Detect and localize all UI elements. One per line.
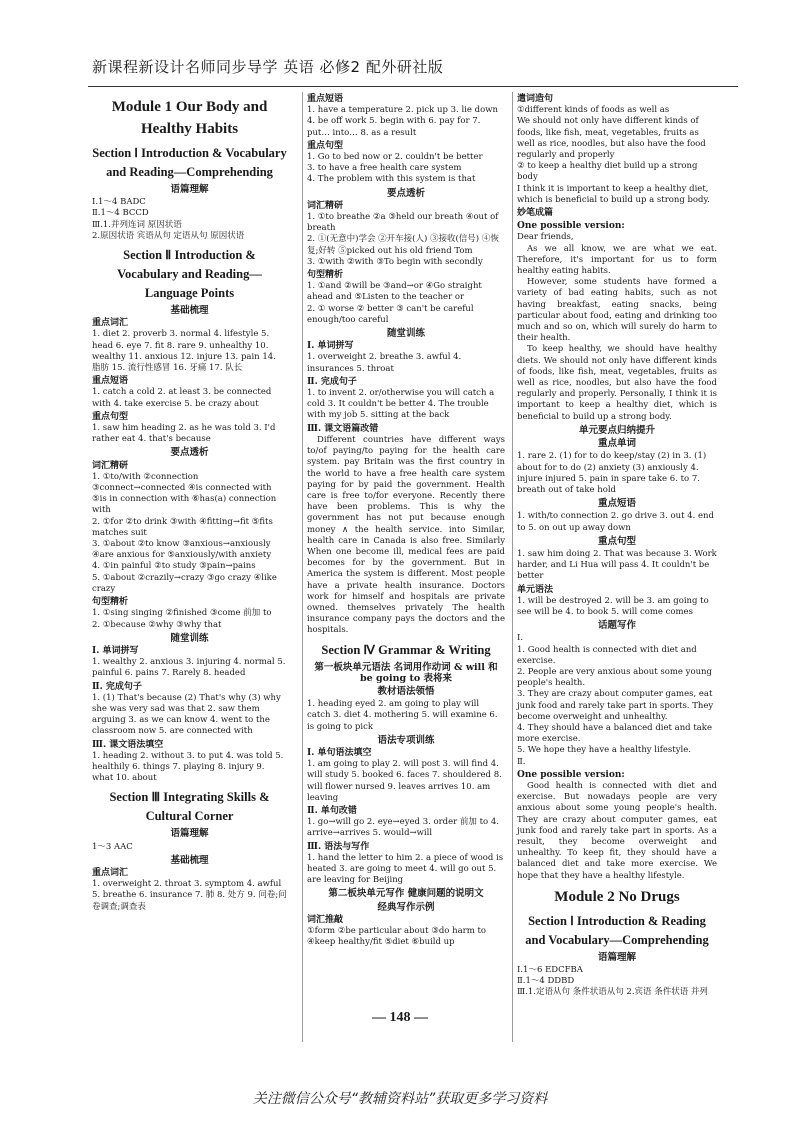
answer-line: 1. overweight 2. throat 3. symptom 4. awful 5. breathe 6. insurance 7. 肺 8. 处方 9. 问卷;问卷调查;调查表 xyxy=(92,879,287,912)
answer-line: 1. hand the letter to him 2. a piece of wood is heated 3. are going to meet 4. will go out 5. are leaving for Beijing xyxy=(307,852,504,886)
sub-heading: 重点短语 xyxy=(307,94,344,104)
center-heading: 单元要点归纳提升 xyxy=(578,424,655,436)
answer-line: 1. with/to connection 2. go drive 3. out 4. end to 5. on out up away down xyxy=(517,511,714,533)
answer-line: 1. heading eyed 2. am going to play will catch 3. diet 4. mothering 5. will examine 6. is going to pick xyxy=(307,699,498,732)
sub-heading: 重点句型 xyxy=(307,140,344,151)
center-heading: 重点句型 xyxy=(597,535,636,547)
answer-line: 1. go→will go 2. eye→eyed 3. order 前加 to 4. arrive→arrives 5. would→will xyxy=(307,817,499,839)
column-middle xyxy=(302,92,505,1042)
answer-line: Ⅲ.1.定语从句 条件状语从句 2.宾语 条件状语 并列 xyxy=(517,987,708,998)
answer-line: 1. ①sing singing ②finished ③come 前加 to xyxy=(92,608,272,619)
answer-line: 3. They are crazy about computer games, eat junk food and rarely take part in sports. They become overweight and unhealthy. xyxy=(517,689,714,722)
answer-line: 1. diet 2. proverb 3. normal 4. lifestyle 5. head 6. eye 7. fit 8. rare 9. unhealthy 10. wealthy 11. anxious 12. injure 13. pain 14. 脂肪 15. 流行性感冒 16. 牙痛 17. 队长 xyxy=(92,329,276,374)
sub-heading: 词汇推敲 xyxy=(307,914,344,925)
header-rule xyxy=(88,86,738,87)
answer-line: 2. ① worse ② better ③ can't be careful enough/too careful xyxy=(307,303,474,325)
answer-line: Ⅲ.1.并列连词 原因状语 xyxy=(92,219,182,230)
page-number: — 148 — xyxy=(372,1010,428,1025)
center-heading: 第二板块单元写作 健康问题的说明文 xyxy=(328,888,484,900)
center-heading: 话题写作 xyxy=(597,620,636,632)
center-heading: 语法专项训练 xyxy=(377,734,435,746)
center-heading: 语篇理解 xyxy=(170,828,209,840)
page-header: 新课程新设计名师同步导学 英语 必修2 配外研社版 xyxy=(92,58,444,76)
answer-line: 4. ①in painful ②to study ③pain→pains xyxy=(92,561,256,572)
answer-line: 2. ①because ②why ③why that xyxy=(92,619,222,630)
sub-heading: 句型精析 xyxy=(307,270,344,281)
answer-line: 1. ①and ②will be ③and→or ④Go straight ahead and ⑤Listen to the teacher or xyxy=(307,281,482,303)
sub-heading: Ⅱ. 完成句子 xyxy=(307,376,357,387)
answer-line: ② to keep a healthy diet build up a strong body xyxy=(517,161,698,183)
sub-heading: Ⅰ. 单词拼写 xyxy=(92,645,139,656)
answer-line: 1. ①to breathe ②a ③held our breath ④out of breath xyxy=(307,212,499,234)
center-heading: 基础梳理 xyxy=(170,854,209,866)
answer-line: Ⅰ.1～6 EDCFBA xyxy=(517,965,583,976)
answer-line: 1. catch a cold 2. at least 3. be connected with 4. take exercise 5. be crazy about xyxy=(92,387,272,409)
column-left xyxy=(92,92,287,1042)
center-heading: 随堂训练 xyxy=(170,632,209,644)
answer-line: 3. ①about ②to know ③anxious→anxiously ④are anxious for ⑤anxiously/with anxiety xyxy=(92,539,272,561)
answer-line: 1. am going to play 2. will post 3. will find 4. will study 5. booked 6. faces 7. shouldered 8. will flower nursed 9. leaves arrives 10. am leaving xyxy=(307,759,502,803)
section-title: Section Ⅰ Introduction & Vocabulary and Reading—Comprehending xyxy=(92,146,287,179)
answer-line: 1. will be destroyed 2. will be 3. am going to see will be 4. to book 5. will come comes xyxy=(517,595,709,617)
answer-line: 2. People are very anxious about some young people's health. xyxy=(517,666,712,689)
answer-line: 3. to have a free health care system xyxy=(307,163,462,174)
answer-line: 1～3 AAC xyxy=(92,841,133,852)
answer-line: Dear friends, xyxy=(517,232,574,243)
answer-line: 1. saw him doing 2. That was because 3. Work harder, and Li Hua will pass 4. It couldn't be better xyxy=(517,548,717,582)
center-heading: 要点透析 xyxy=(170,447,209,459)
center-heading: 语篇理解 xyxy=(170,184,209,195)
sub-heading: 词汇精研 xyxy=(307,200,344,211)
center-heading: 语篇理解 xyxy=(597,951,636,963)
footer-note: 关注微信公众号“教辅资料站”获取更多学习资料 xyxy=(252,1091,548,1107)
answer-line: Ⅱ.1～4 BCCD xyxy=(92,208,149,219)
center-heading: 经典写作示例 xyxy=(377,901,435,913)
center-heading: 重点单词 xyxy=(597,438,636,450)
sub-heading: 词汇精研 xyxy=(92,460,129,471)
answer-line: ①different kinds of foods as well as xyxy=(517,105,670,116)
answer-line: 5. We hope they have a healthy lifestyle. xyxy=(517,745,691,756)
center-heading: 要点透析 xyxy=(386,187,425,199)
answer-line: I think it is important to keep a healthy diet, which is beneficial to build up a strong body. xyxy=(517,183,710,205)
answer-line: ①form ②be particular about ③do harm to ④keep healthy/fit ⑤diet ⑥build up xyxy=(307,926,486,948)
answer-line: Ⅱ.1～4 DDBD xyxy=(517,976,575,987)
sub-heading: 妙笔成篇 xyxy=(517,208,554,219)
answer-line: 4. The problem with this system is that xyxy=(307,174,476,185)
sub-heading: Ⅲ. 课文语法填空 xyxy=(92,739,164,750)
answer-line: 1. rare 2. (1) for to do keep/stay (2) in 3. (1) about for to do (2) anxiety (3) anxiously 4. injure injured 5. pain in spare take 6. to 7. breath out of take hold xyxy=(517,451,707,495)
sub-heading: Ⅱ. 完成句子 xyxy=(92,681,142,692)
answer-line: 1. to invent 2. or/otherwise you will catch a cold 3. It couldn't be better 4. The trouble with my job 5. sitting at the back xyxy=(307,388,495,421)
center-heading: 基础梳理 xyxy=(170,305,209,317)
sub-heading: One possible version: xyxy=(517,769,625,780)
sub-heading: 重点词汇 xyxy=(92,867,129,878)
module-title: Module 1 Our Body and Healthy Habits xyxy=(111,99,268,137)
passage-paragraph: Different countries have different ways to/of paying/to paying for the health care system. pay Britain was the first country in the world to have a free health care system paying for by paid the government. Health care is free to/for everyone. Recently there have been problems. This is why the government has not put because enough money ∧ the health service. into Similar, health care in Canada is also free. Similarly When one become ill, medical fees are paid becomes for by the government. But in America the system is different. Most people have a private health insurance. Doctors work for himself and hospitals are private owned. themselves privately The health insurance company pays the doctors and the hospitals. xyxy=(307,434,505,636)
answer-line: 1. overweight 2. breathe 3. awful 4. insurances 5. throat xyxy=(307,352,462,374)
sub-heading: Ⅰ. 单句语法填空 xyxy=(307,747,372,758)
sub-heading: 句型精析 xyxy=(92,597,129,608)
sub-heading: 单元语法 xyxy=(517,584,554,595)
answer-line: Ⅰ.1～4 BADC xyxy=(92,197,146,208)
answer-line: 3. ①with ②with ③To begin with secondly xyxy=(307,256,483,267)
answer-line: 1. have a temperature 2. pick up 3. lie down 4. be off work 5. begin with 6. pay for 7. put… into… 8. as a result xyxy=(307,105,498,138)
section-title: Section Ⅰ Introduction & Reading and Vocabulary—Comprehending xyxy=(525,913,709,947)
sub-heading: 重点句型 xyxy=(92,411,129,422)
sub-heading: Ⅰ. 单词拼写 xyxy=(307,341,354,352)
answer-line: 5. ①about ②crazily→crazy ③go crazy ④like crazy xyxy=(92,572,277,594)
center-heading: 第一板块单元语法 名词用作动词 & will 和 be going to 表将来 xyxy=(314,661,498,684)
answer-line: Ⅱ. xyxy=(517,756,526,767)
passage-paragraph: As we all know, we are what we eat. Therefore, it's important for us to form healthy eating habits. xyxy=(517,243,717,277)
section-title: Section Ⅳ Grammar & Writing xyxy=(321,642,491,657)
answer-line: Ⅰ. xyxy=(517,633,524,644)
answer-line: 1. Go to bed now or 2. couldn't be better xyxy=(307,152,483,163)
answer-line: We should not only have different kinds of foods, like fish, meat, vegetables, fruits as well as rice, noodles, but also have the food regularly and properly xyxy=(517,116,706,161)
section-title: Section Ⅱ Introduction & Vocabulary and Reading—Language Points xyxy=(117,248,262,301)
answer-line: 2.原因状语 宾语从句 定语从句 原因状语 xyxy=(92,230,245,241)
module-title: Module 2 No Drugs xyxy=(554,888,680,905)
sub-heading: 重点词汇 xyxy=(92,318,129,329)
answer-line: 2. ①(无意中)学会 ②开车接(人) ③接收(信号) ④恢复;好转 ⑤picked out his old friend Tom xyxy=(307,234,499,256)
center-heading: 教材语法领悟 xyxy=(377,685,435,697)
answer-line: 1. (1) That's because (2) That's why (3) why she was very sad was that 2. saw them arguing 3. as we can know 4. went to the classroom now 5. are connected with xyxy=(92,692,281,737)
passage-paragraph: Good health is connected with diet and exercise. But nowadays people are very anxious about some young people's health. They are crazy about computer games, eat junk food and rarely take part in sports. As a result, they become overweight and unhealthy. To keep fit, they should have a balanced diet and take more exercise. We hope that they have a healthy lifestyle. xyxy=(517,780,717,881)
sub-heading: Ⅲ. 课文语篇改错 xyxy=(307,423,379,434)
answer-line: 1. ①to/with ②connection ③connect→connected ④is connected with ⑤is in connection with ⑥has(a) connection with xyxy=(92,471,277,516)
sub-heading: Ⅱ. 单句改错 xyxy=(307,805,357,816)
answer-line: 2. ①for ②to drink ③with ④fitting→fit ⑤fits matches suit xyxy=(92,516,273,538)
sub-heading: One possible version: xyxy=(517,221,625,232)
sub-heading: 重点短语 xyxy=(92,376,129,387)
section-title: Section Ⅲ Integrating Skills & Cultural Corner xyxy=(109,790,270,824)
column-right xyxy=(512,92,717,1042)
answer-line: 1. Good health is connected with diet and exercise. xyxy=(517,644,697,666)
answer-line: 1. heading 2. without 3. to put 4. was told 5. healthily 6. things 7. playing 8. injury 9. what 10. about xyxy=(92,750,284,784)
passage-paragraph: To keep healthy, we should have healthy diets. We should not only have different kinds of foods, like fish, meat, vegetables, fruits as well as rice, noodles, but also have the food regularly and properly. Personally, I think it is important to keep a healthy diet, which is beneficial to build up a strong body. xyxy=(517,344,717,422)
answer-line: 1. wealthy 2. anxious 3. injuring 4. normal 5. painful 6. pains 7. Rarely 8. headed xyxy=(92,657,286,679)
answer-line: 4. They should have a balanced diet and take more exercise. xyxy=(517,722,712,745)
center-heading: 随堂训练 xyxy=(386,328,425,340)
answer-line: 1. saw him heading 2. as he was told 3. I'd rather eat 4. that's because xyxy=(92,423,276,445)
passage-paragraph: However, some students have formed a variety of bad eating habits, such as not having breakfast, eating snacks, being particular about food, eating and drinking too much and so on, which will surely do harm to their health. xyxy=(517,277,717,344)
sub-heading: Ⅲ. 语法与写作 xyxy=(307,841,370,852)
sub-heading: 遣词造句 xyxy=(517,94,554,104)
center-heading: 重点短语 xyxy=(597,498,636,510)
